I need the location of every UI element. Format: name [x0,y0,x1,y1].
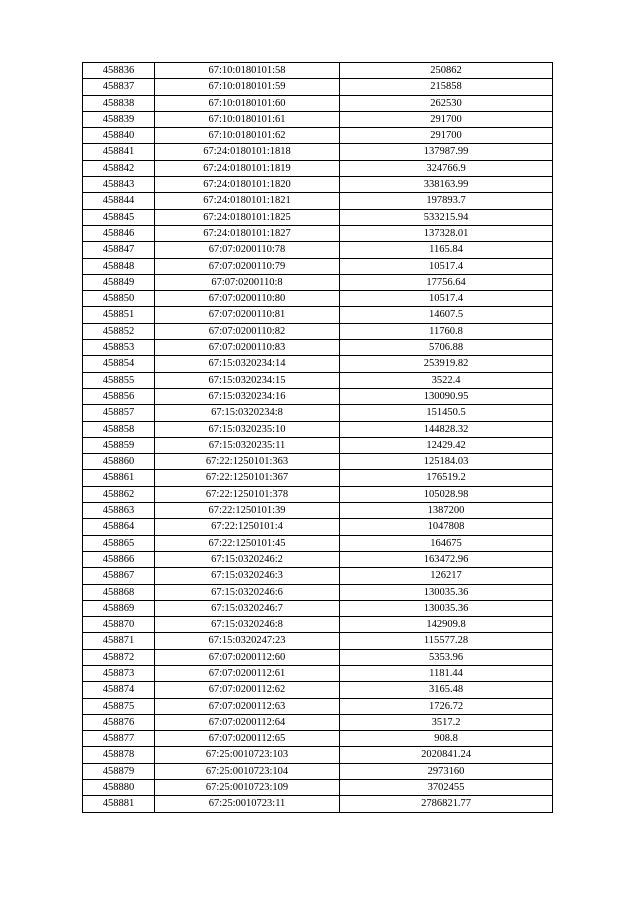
table-row [83,649,553,665]
table-row [83,177,553,193]
table-row [83,486,553,502]
table-row [83,796,553,812]
value-cell: 291700 [340,111,553,127]
row-number-cell: 458857 [83,405,155,421]
value-cell: 215858 [340,79,553,95]
table-row [83,519,553,535]
row-number-cell: 458878 [83,747,155,763]
value-cell: 12429.42 [340,437,553,453]
value-cell: 126217 [340,568,553,584]
row-number-cell: 458872 [83,649,155,665]
table-row [83,307,553,323]
value-cell: 3517.2 [340,714,553,730]
cadastral-number-cell: 67:10:0180101:58 [155,63,340,79]
value-cell: 130035.36 [340,584,553,600]
row-number-cell: 458881 [83,796,155,812]
cadastral-number-cell: 67:24:0180101:1818 [155,144,340,160]
table-row [83,698,553,714]
row-number-cell: 458846 [83,225,155,241]
table-row [83,633,553,649]
cadastral-number-cell: 67:15:0320246:7 [155,600,340,616]
table-row [83,584,553,600]
table-row [83,63,553,79]
value-cell: 137328.01 [340,225,553,241]
cadastral-number-cell: 67:24:0180101:1825 [155,209,340,225]
value-cell: 1047808 [340,519,553,535]
table-row [83,535,553,551]
table-row [83,747,553,763]
table-row [83,111,553,127]
table-row [83,470,553,486]
value-cell: 144828.32 [340,421,553,437]
table-row [83,551,553,567]
row-number-cell: 458875 [83,698,155,714]
cadastral-number-cell: 67:25:0010723:104 [155,763,340,779]
row-number-cell: 458847 [83,242,155,258]
row-number-cell: 458876 [83,714,155,730]
value-cell: 338163.99 [340,177,553,193]
value-cell: 142909.8 [340,617,553,633]
row-number-cell: 458866 [83,551,155,567]
row-number-cell: 458837 [83,79,155,95]
cadastral-number-cell: 67:25:0010723:109 [155,780,340,796]
table-row [83,617,553,633]
cadastral-number-cell: 67:10:0180101:62 [155,128,340,144]
cadastral-number-cell: 67:07:0200112:64 [155,714,340,730]
table-row [83,503,553,519]
cadastral-number-cell: 67:10:0180101:59 [155,79,340,95]
table-row [83,388,553,404]
row-number-cell: 458853 [83,340,155,356]
table-row [83,454,553,470]
value-cell: 1181.44 [340,665,553,681]
cadastral-number-cell: 67:15:0320246:2 [155,551,340,567]
cadastral-number-cell: 67:15:0320246:8 [155,617,340,633]
row-number-cell: 458869 [83,600,155,616]
row-number-cell: 458856 [83,388,155,404]
row-number-cell: 458864 [83,519,155,535]
cadastral-number-cell: 67:15:0320234:8 [155,405,340,421]
value-cell: 250862 [340,63,553,79]
value-cell: 176519.2 [340,470,553,486]
cadastral-number-cell: 67:24:0180101:1820 [155,177,340,193]
cadastral-number-cell: 67:15:0320235:11 [155,437,340,453]
table-row [83,405,553,421]
value-cell: 17756.64 [340,274,553,290]
table-row [83,714,553,730]
value-cell: 151450.5 [340,405,553,421]
row-number-cell: 458836 [83,63,155,79]
row-number-cell: 458852 [83,323,155,339]
row-number-cell: 458848 [83,258,155,274]
cadastral-number-cell: 67:07:0200110:81 [155,307,340,323]
row-number-cell: 458849 [83,274,155,290]
cadastral-number-cell: 67:22:1250101:4 [155,519,340,535]
table-row [83,780,553,796]
cadastral-number-cell: 67:15:0320234:15 [155,372,340,388]
row-number-cell: 458873 [83,665,155,681]
row-number-cell: 458870 [83,617,155,633]
value-cell: 137987.99 [340,144,553,160]
value-cell: 130035.36 [340,600,553,616]
value-cell: 5353.96 [340,649,553,665]
value-cell: 1726.72 [340,698,553,714]
table-row [83,209,553,225]
row-number-cell: 458843 [83,177,155,193]
value-cell: 291700 [340,128,553,144]
value-cell: 11760.8 [340,323,553,339]
table-row [83,340,553,356]
value-cell: 908.8 [340,731,553,747]
row-number-cell: 458871 [83,633,155,649]
row-number-cell: 458858 [83,421,155,437]
cadastral-number-cell: 67:07:0200110:83 [155,340,340,356]
value-cell: 115577.28 [340,633,553,649]
cadastral-number-cell: 67:24:0180101:1821 [155,193,340,209]
value-cell: 10517.4 [340,258,553,274]
cadastral-number-cell: 67:22:1250101:39 [155,503,340,519]
table-row [83,665,553,681]
row-number-cell: 458839 [83,111,155,127]
row-number-cell: 458850 [83,291,155,307]
table-row [83,323,553,339]
table-row [83,731,553,747]
value-cell: 2786821.77 [340,796,553,812]
table-row [83,160,553,176]
value-cell: 163472.96 [340,551,553,567]
cadastral-value-table [82,62,553,813]
cadastral-number-cell: 67:15:0320246:6 [155,584,340,600]
cadastral-number-cell: 67:15:0320247:23 [155,633,340,649]
row-number-cell: 458841 [83,144,155,160]
cadastral-number-cell: 67:07:0200110:80 [155,291,340,307]
cadastral-number-cell: 67:15:0320234:14 [155,356,340,372]
row-number-cell: 458854 [83,356,155,372]
table-row [83,763,553,779]
cadastral-number-cell: 67:25:0010723:103 [155,747,340,763]
value-cell: 125184.03 [340,454,553,470]
row-number-cell: 458880 [83,780,155,796]
table-row [83,372,553,388]
row-number-cell: 458840 [83,128,155,144]
table-row [83,144,553,160]
row-number-cell: 458859 [83,437,155,453]
row-number-cell: 458838 [83,95,155,111]
row-number-cell: 458868 [83,584,155,600]
cadastral-number-cell: 67:07:0200112:63 [155,698,340,714]
value-cell: 5706.88 [340,340,553,356]
table-row [83,291,553,307]
table-row [83,421,553,437]
table-row [83,356,553,372]
table-row [83,437,553,453]
cadastral-number-cell: 67:22:1250101:367 [155,470,340,486]
value-cell: 1165.84 [340,242,553,258]
value-cell: 533215.94 [340,209,553,225]
row-number-cell: 458874 [83,682,155,698]
table-row [83,258,553,274]
row-number-cell: 458867 [83,568,155,584]
cadastral-number-cell: 67:10:0180101:61 [155,111,340,127]
cadastral-number-cell: 67:25:0010723:11 [155,796,340,812]
table-row [83,225,553,241]
row-number-cell: 458861 [83,470,155,486]
value-cell: 3522.4 [340,372,553,388]
table-row [83,193,553,209]
row-number-cell: 458862 [83,486,155,502]
value-cell: 164675 [340,535,553,551]
value-cell: 324766.9 [340,160,553,176]
value-cell: 2020841.24 [340,747,553,763]
table-row [83,682,553,698]
cadastral-number-cell: 67:15:0320235:10 [155,421,340,437]
table-row [83,79,553,95]
cadastral-number-cell: 67:22:1250101:378 [155,486,340,502]
cadastral-number-cell: 67:07:0200110:82 [155,323,340,339]
table-row [83,274,553,290]
cadastral-number-cell: 67:10:0180101:60 [155,95,340,111]
cadastral-number-cell: 67:07:0200112:62 [155,682,340,698]
value-cell: 1387200 [340,503,553,519]
value-cell: 3702455 [340,780,553,796]
row-number-cell: 458855 [83,372,155,388]
value-cell: 197893.7 [340,193,553,209]
cadastral-number-cell: 67:07:0200112:61 [155,665,340,681]
value-cell: 262530 [340,95,553,111]
row-number-cell: 458877 [83,731,155,747]
cadastral-number-cell: 67:24:0180101:1819 [155,160,340,176]
row-number-cell: 458842 [83,160,155,176]
value-cell: 10517.4 [340,291,553,307]
cadastral-number-cell: 67:15:0320234:16 [155,388,340,404]
row-number-cell: 458851 [83,307,155,323]
table-body [83,63,553,813]
value-cell: 105028.98 [340,486,553,502]
cadastral-number-cell: 67:07:0200112:65 [155,731,340,747]
value-cell: 2973160 [340,763,553,779]
cadastral-number-cell: 67:15:0320246:3 [155,568,340,584]
row-number-cell: 458845 [83,209,155,225]
cadastral-number-cell: 67:22:1250101:363 [155,454,340,470]
table-row [83,95,553,111]
table-row [83,242,553,258]
cadastral-number-cell: 67:07:0200110:79 [155,258,340,274]
value-cell: 253919.82 [340,356,553,372]
table-row [83,568,553,584]
row-number-cell: 458860 [83,454,155,470]
cadastral-number-cell: 67:22:1250101:45 [155,535,340,551]
row-number-cell: 458844 [83,193,155,209]
row-number-cell: 458865 [83,535,155,551]
value-cell: 3165.48 [340,682,553,698]
cadastral-number-cell: 67:07:0200110:78 [155,242,340,258]
value-cell: 130090.95 [340,388,553,404]
table-row [83,128,553,144]
row-number-cell: 458863 [83,503,155,519]
cadastral-number-cell: 67:07:0200110:8 [155,274,340,290]
row-number-cell: 458879 [83,763,155,779]
cadastral-number-cell: 67:07:0200112:60 [155,649,340,665]
table-row [83,600,553,616]
cadastral-number-cell: 67:24:0180101:1827 [155,225,340,241]
value-cell: 14607.5 [340,307,553,323]
